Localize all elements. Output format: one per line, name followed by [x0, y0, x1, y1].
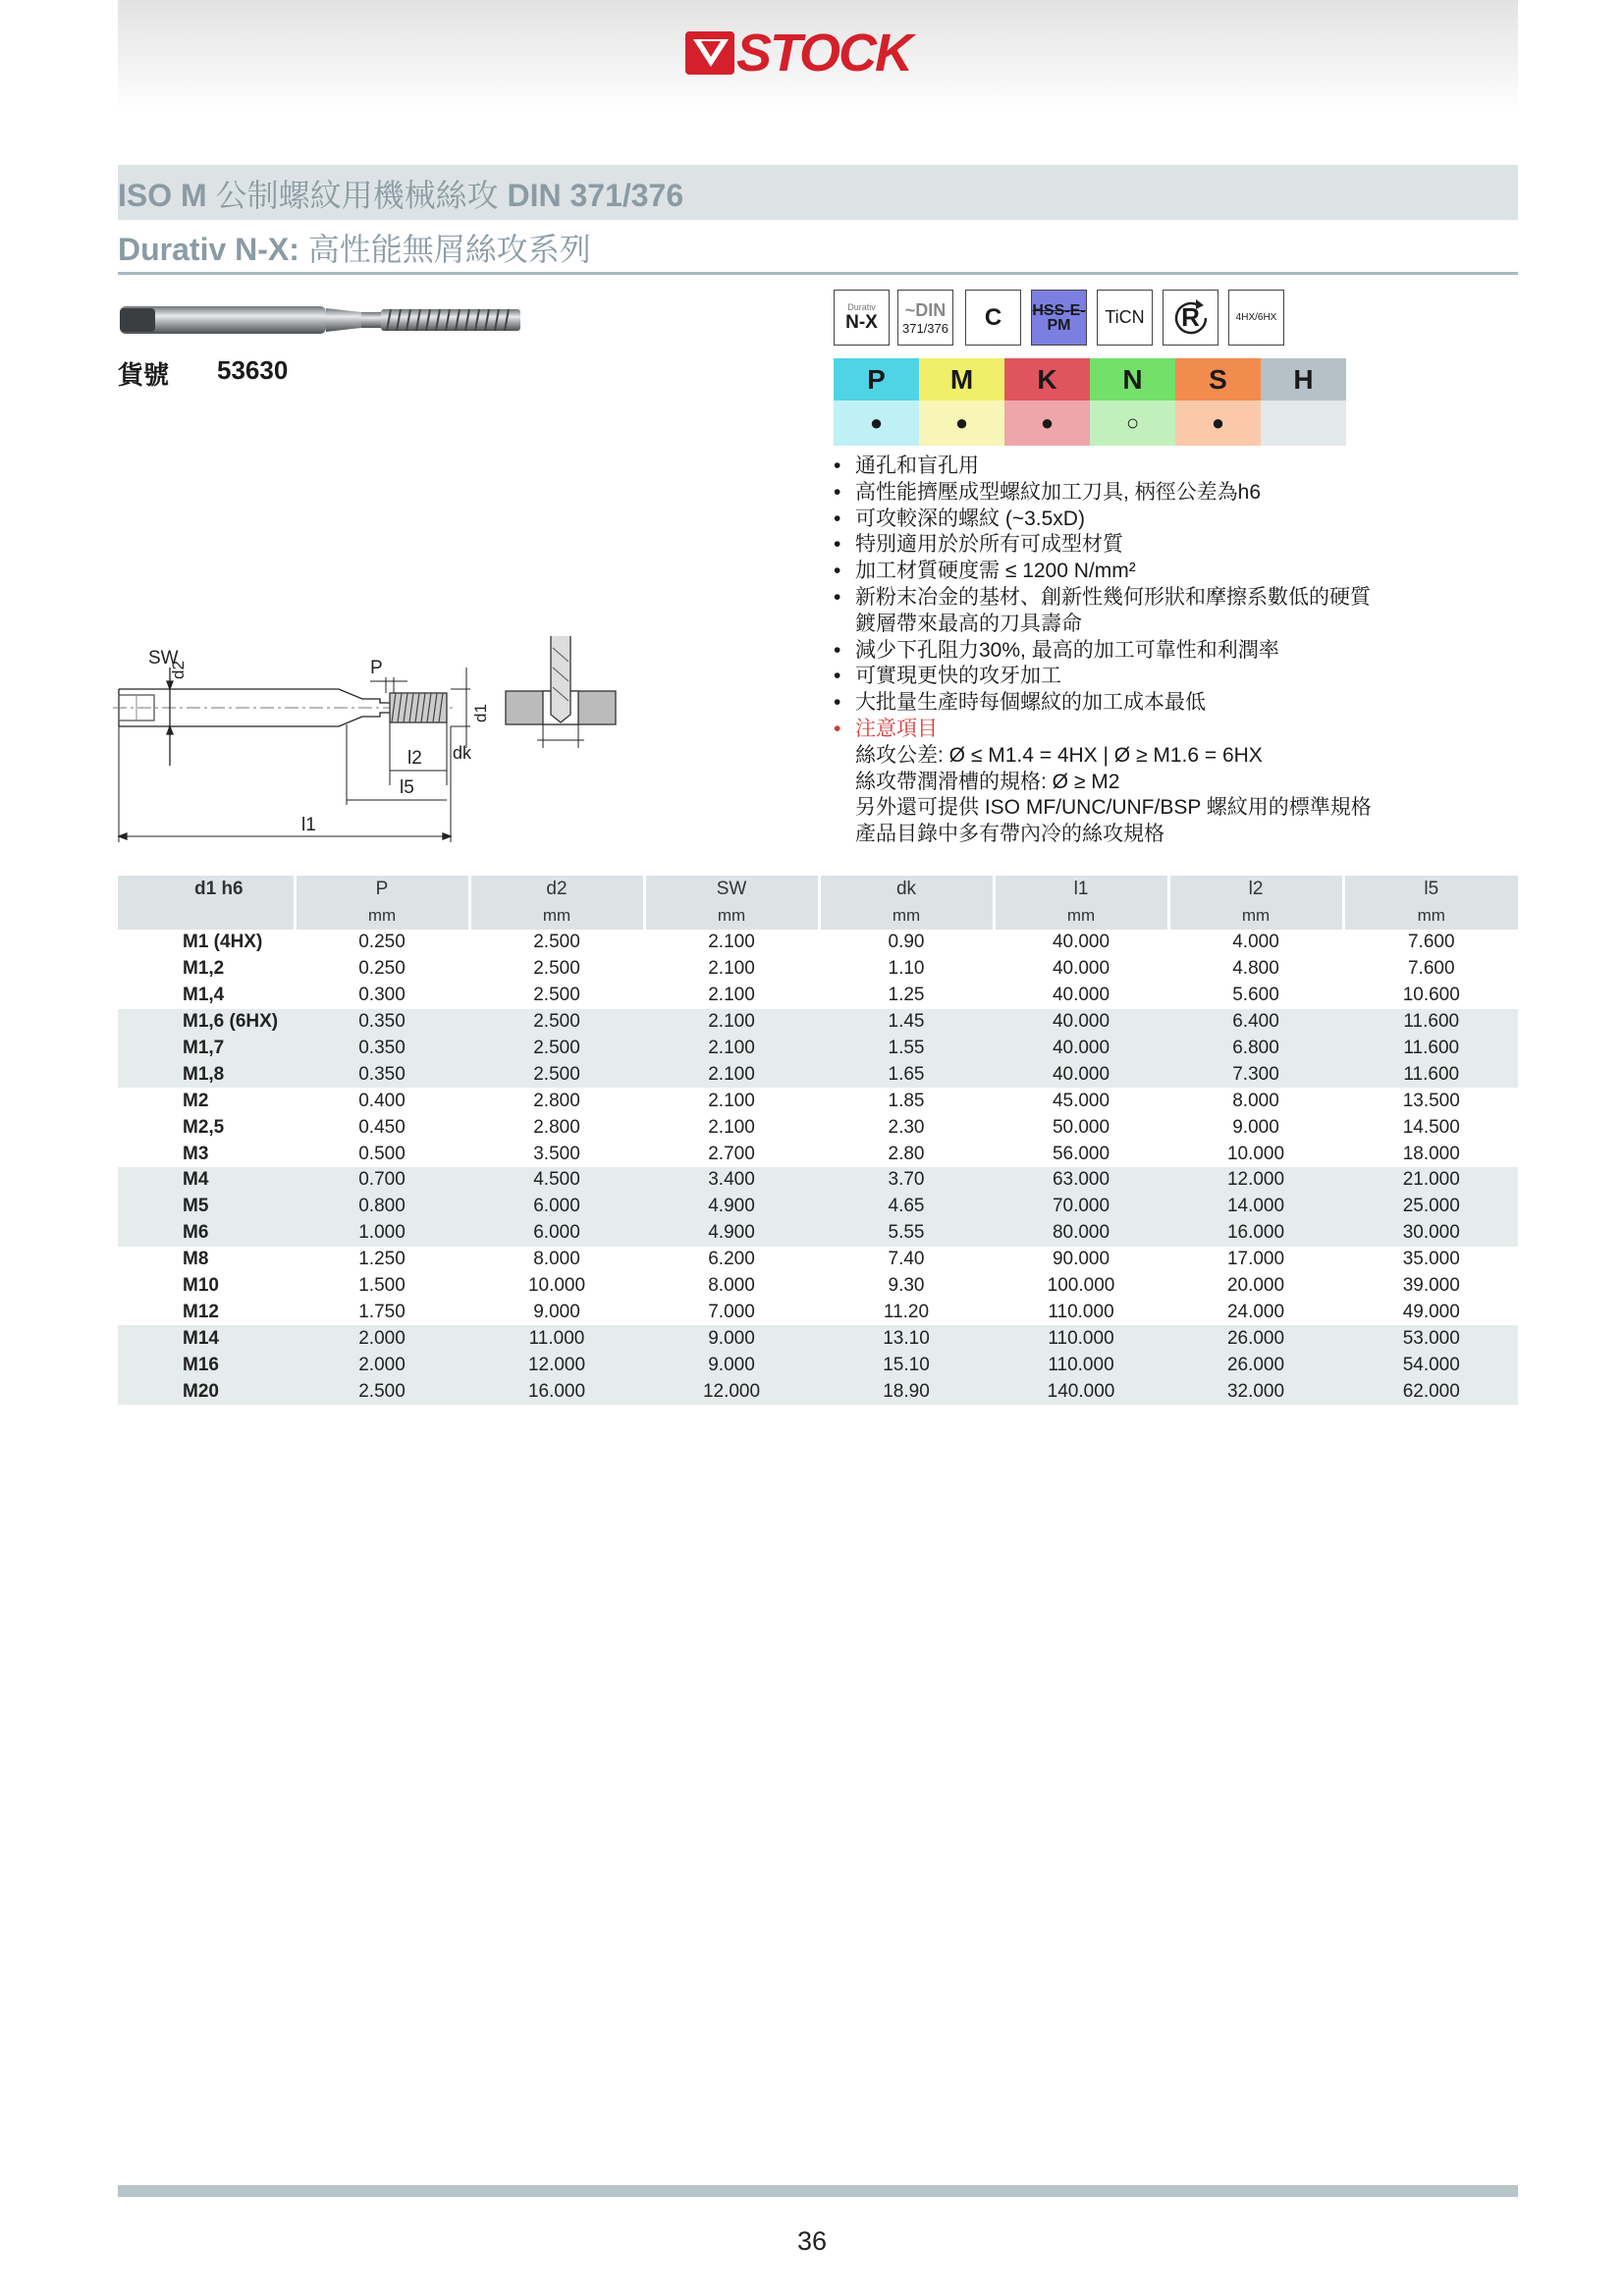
value-cell: 10.000 — [1226, 1143, 1285, 1164]
value-cell: 0.500 — [358, 1143, 406, 1164]
value-cell: 2.100 — [708, 932, 755, 953]
value-cell: 20.000 — [1226, 1275, 1285, 1297]
column-header: d1 h6 — [118, 876, 295, 902]
value-cell: 110.000 — [994, 1352, 1168, 1378]
rotation-text: R — [1181, 302, 1200, 332]
size-cell: M1,2 — [183, 958, 225, 980]
value-cell: 18.000 — [1402, 1143, 1460, 1164]
size-cell: M14 — [118, 1325, 295, 1352]
table-row — [118, 1088, 1518, 1114]
value-cell: 3.400 — [644, 1167, 819, 1194]
title-iso: ISO M — [118, 178, 207, 213]
feature-item: • 特別適用於於所有可成型材質 — [834, 532, 1521, 559]
value-cell: 40.000 — [994, 1061, 1168, 1088]
tap-dimension-diagram — [113, 628, 702, 849]
column-header: l5 — [1343, 876, 1518, 902]
title-din: DIN 371/376 — [507, 178, 684, 213]
size-cell: M20 — [118, 1378, 295, 1405]
size-cell: M5 — [118, 1194, 295, 1220]
value-cell: 2.100 — [708, 985, 755, 1006]
din-bottom-text: 371/376 — [902, 320, 948, 336]
column-unit: mm — [469, 902, 644, 930]
value-cell: 9.000 — [644, 1325, 819, 1352]
value-cell: 2.800 — [533, 1090, 580, 1111]
value-cell: 2.100 — [644, 1009, 819, 1036]
footer-divider — [118, 2185, 1518, 2197]
material-code-s: S — [1175, 358, 1261, 400]
size-cell: M3 — [183, 1143, 209, 1164]
value-cell: 4.500 — [469, 1167, 644, 1194]
value-cell: 4.900 — [644, 1194, 819, 1220]
value-cell: 53.000 — [1343, 1325, 1518, 1352]
value-cell: 7.600 — [1407, 958, 1455, 980]
material-mark-m: ● — [919, 400, 1004, 446]
value-cell: 3.500 — [533, 1143, 580, 1164]
material-code-m: M — [919, 358, 1004, 400]
value-cell: 2.30 — [888, 1116, 925, 1138]
hss-top-text: HSS-E- — [1032, 301, 1086, 319]
ticn-icon — [1097, 290, 1153, 346]
value-cell: 0.450 — [358, 1116, 406, 1138]
value-cell: 0.250 — [358, 958, 406, 980]
tap-product-image — [116, 300, 528, 340]
subtitle-desc: 高性能無屑絲攻系列 — [307, 232, 591, 267]
ticn-text: TiCN — [1105, 307, 1145, 327]
value-cell: 11.600 — [1343, 1061, 1518, 1088]
value-cell: 11.20 — [883, 1301, 930, 1322]
value-cell: 2.800 — [533, 1116, 580, 1138]
value-cell: 0.350 — [295, 1036, 469, 1062]
table-row — [118, 1194, 1518, 1220]
feature-item: • 通孔和盲孔用 — [834, 454, 1521, 480]
value-cell: 26.000 — [1168, 1352, 1343, 1378]
title-desc: 公制螺紋用機械絲攻 — [215, 178, 499, 213]
value-cell: 15.10 — [819, 1352, 994, 1378]
value-cell: 32.000 — [1168, 1378, 1343, 1405]
value-cell: 6.000 — [469, 1220, 644, 1247]
value-cell: 4.800 — [1232, 958, 1279, 980]
value-cell: 40.000 — [994, 1009, 1168, 1036]
note-heading: • 注意項目 — [834, 717, 1521, 743]
table-row — [118, 1167, 1518, 1194]
table-row — [118, 1378, 1518, 1405]
table-row — [118, 1273, 1518, 1300]
table-body — [118, 930, 1518, 1405]
value-cell: 0.250 — [358, 932, 406, 953]
feature-item: • 可攻較深的螺紋 (~3.5xD) — [834, 507, 1521, 533]
value-cell: 6.400 — [1168, 1009, 1343, 1036]
size-cell: M2,5 — [183, 1116, 225, 1138]
value-cell: 10.000 — [527, 1275, 586, 1297]
value-cell: 1.55 — [819, 1036, 994, 1062]
value-cell: 70.000 — [994, 1194, 1168, 1220]
size-cell: M16 — [118, 1352, 295, 1378]
column-unit: mm — [295, 902, 469, 930]
value-cell: 6.000 — [469, 1194, 644, 1220]
durativ-big-text: N-X — [845, 311, 878, 333]
diagram-label-dk: dk — [453, 743, 472, 763]
value-cell: 2.100 — [644, 1061, 819, 1088]
value-cell: 2.000 — [295, 1325, 469, 1352]
material-mark-k: ● — [1004, 400, 1090, 446]
value-cell: 1.45 — [819, 1009, 994, 1036]
durativ-small-text: Durativ — [847, 301, 876, 312]
value-cell: 17.000 — [1226, 1249, 1285, 1270]
value-cell: 2.500 — [469, 1061, 644, 1088]
value-cell: 35.000 — [1402, 1249, 1460, 1270]
value-cell: 12.000 — [644, 1378, 819, 1405]
table-row — [118, 1036, 1518, 1062]
size-cell: M4 — [118, 1167, 295, 1194]
feature-item-line1: • 新粉末冶金的基材、創新性幾何形狀和摩擦系數低的硬質 — [855, 585, 1371, 609]
page-subtitle — [118, 225, 591, 270]
value-cell: 1.25 — [888, 985, 925, 1006]
logo-text: STOCK — [736, 24, 912, 82]
value-cell: 1.250 — [358, 1249, 406, 1270]
diagram-label-l2: l2 — [407, 748, 422, 769]
column-unit: mm — [819, 902, 994, 930]
value-cell: 8.000 — [708, 1275, 755, 1297]
value-cell: 11.600 — [1343, 1036, 1518, 1062]
feature-item: • 可實現更快的攻牙加工 — [834, 664, 1521, 690]
value-cell: 9.000 — [644, 1352, 819, 1378]
size-cell: M10 — [183, 1275, 219, 1297]
value-cell: 2.100 — [644, 1036, 819, 1062]
feature-item: • 加工材質硬度需 ≤ 1200 N/mm² — [834, 559, 1521, 585]
column-unit: mm — [644, 902, 819, 930]
din-top-text: ~DIN — [904, 299, 947, 320]
column-unit: mm — [1168, 902, 1343, 930]
value-cell: 2.100 — [708, 1090, 755, 1111]
value-cell: 62.000 — [1343, 1378, 1518, 1405]
column-header: SW — [644, 876, 819, 902]
value-cell: 3.70 — [819, 1167, 994, 1194]
material-mark-p: ● — [834, 400, 919, 446]
article-number: 53630 — [217, 355, 289, 385]
subtitle-series: Durativ N-X: — [118, 232, 299, 267]
size-cell: M1,8 — [118, 1061, 295, 1088]
value-cell: 50.000 — [1052, 1116, 1110, 1138]
feature-item: • 高性能擠壓成型螺紋加工刀具, 柄徑公差為h6 — [834, 480, 1521, 507]
durativ-nx-icon — [834, 290, 890, 346]
value-cell: 49.000 — [1402, 1301, 1460, 1322]
value-cell: 8.000 — [1232, 1090, 1279, 1111]
size-cell: M1,6 (6HX) — [118, 1009, 295, 1036]
note-item: 絲攻帶潤滑槽的規格: Ø ≥ M2 — [855, 770, 1120, 793]
feature-item: • 大批量生產時每個螺紋的加工成本最低 — [834, 690, 1521, 717]
diagram-label-d1: d1 — [471, 704, 490, 722]
table-row — [118, 1247, 1518, 1273]
column-unit: mm — [994, 902, 1168, 930]
value-cell: 1.500 — [358, 1275, 406, 1297]
diagram-label-l1: l1 — [301, 815, 316, 835]
feature-item: • 減少下孔阻力30%, 最高的加工可靠性和利潤率 — [834, 638, 1521, 665]
value-cell: 12.000 — [469, 1352, 644, 1378]
din-icon — [897, 290, 953, 346]
size-cell: M1,7 — [118, 1036, 295, 1062]
column-header: d2 — [469, 876, 644, 902]
table-row — [118, 983, 1518, 1009]
value-cell: 2.80 — [888, 1143, 925, 1164]
table-row — [118, 1352, 1518, 1378]
value-cell: 7.300 — [1168, 1061, 1343, 1088]
value-cell: 6.800 — [1168, 1036, 1343, 1062]
value-cell: 110.000 — [1048, 1301, 1114, 1322]
value-cell: 13.500 — [1402, 1090, 1460, 1111]
value-cell: 2.500 — [469, 1036, 644, 1062]
table-row — [118, 956, 1518, 983]
diagram-label-p: P — [370, 658, 383, 678]
tolerance-text: 4HX/6HX — [1235, 312, 1277, 323]
value-cell: 0.700 — [295, 1167, 469, 1194]
table-row — [118, 1325, 1518, 1352]
size-cell: M2 — [183, 1090, 209, 1111]
value-cell: 10.600 — [1402, 985, 1460, 1006]
hss-e-pm-icon — [1031, 290, 1087, 346]
page-title — [118, 171, 683, 216]
value-cell: 140.000 — [994, 1378, 1168, 1405]
table-row — [118, 1061, 1518, 1088]
feature-item — [834, 585, 1521, 638]
value-cell: 14.000 — [1168, 1194, 1343, 1220]
value-cell: 24.000 — [1226, 1301, 1285, 1322]
size-cell: M1 (4HX) — [183, 932, 263, 953]
chamfer-text: C — [984, 303, 1002, 331]
value-cell: 21.000 — [1343, 1167, 1518, 1194]
value-cell: 7.40 — [888, 1249, 925, 1270]
value-cell: 6.200 — [708, 1249, 755, 1270]
value-cell: 14.500 — [1402, 1116, 1460, 1138]
material-mark-h — [1261, 400, 1346, 446]
value-cell: 90.000 — [1052, 1249, 1110, 1270]
column-header: l2 — [1168, 876, 1343, 902]
value-cell: 16.000 — [1168, 1220, 1343, 1247]
value-cell: 0.800 — [295, 1194, 469, 1220]
value-cell: 80.000 — [994, 1220, 1168, 1247]
value-cell: 4.65 — [819, 1194, 994, 1220]
value-cell: 18.90 — [819, 1378, 994, 1405]
value-cell: 54.000 — [1343, 1352, 1518, 1378]
value-cell: 30.000 — [1343, 1220, 1518, 1247]
note-item: 另外還可提供 ISO MF/UNC/UNF/BSP 螺紋用的標準規格 — [855, 796, 1372, 820]
table-row — [118, 1114, 1518, 1141]
value-cell: 110.000 — [994, 1325, 1168, 1352]
value-cell: 13.10 — [819, 1325, 994, 1352]
diagram-label-l5: l5 — [400, 777, 414, 798]
value-cell: 2.000 — [295, 1352, 469, 1378]
dimensions-table — [118, 876, 1518, 1405]
size-cell: M8 — [183, 1249, 209, 1270]
material-code-k: K — [1004, 358, 1090, 400]
value-cell: 0.350 — [295, 1009, 469, 1036]
chamfer-c-icon — [965, 290, 1021, 346]
value-cell: 1.000 — [295, 1220, 469, 1247]
diagram-label-sw: SW — [148, 648, 179, 668]
value-cell: 0.90 — [888, 932, 925, 953]
value-cell: 2.500 — [295, 1378, 469, 1405]
material-mark-s: ● — [1175, 400, 1261, 446]
stock-logo-icon — [685, 27, 736, 79]
size-cell: M6 — [118, 1220, 295, 1247]
note-item: 絲攻公差: Ø ≤ M1.4 = 4HX | Ø ≥ M1.6 = 6HX — [855, 743, 1263, 767]
value-cell: 26.000 — [1168, 1325, 1343, 1352]
value-cell: 0.350 — [295, 1061, 469, 1088]
feature-item-line2: 鍍層帶來最高的刀具壽命 — [855, 612, 1082, 635]
value-cell: 2.500 — [533, 985, 580, 1006]
value-cell: 40.000 — [994, 1036, 1168, 1062]
value-cell: 0.300 — [358, 985, 406, 1006]
column-unit: mm — [1343, 902, 1518, 930]
value-cell: 2.500 — [469, 1009, 644, 1036]
value-cell: 40.000 — [1052, 932, 1110, 953]
value-cell: 63.000 — [994, 1167, 1168, 1194]
material-code-p: P — [834, 358, 919, 400]
value-cell: 100.000 — [1047, 1275, 1115, 1297]
table-row — [118, 1141, 1518, 1167]
table-row — [118, 1009, 1518, 1036]
article-label: 貨號 — [118, 360, 170, 390]
value-cell: 7.600 — [1407, 932, 1455, 953]
value-cell: 7.000 — [708, 1301, 755, 1322]
value-cell: 9.30 — [888, 1275, 925, 1297]
value-cell: 1.85 — [888, 1090, 925, 1111]
value-cell: 4.000 — [1232, 932, 1279, 953]
value-cell: 4.900 — [644, 1220, 819, 1247]
table-row — [118, 1220, 1518, 1247]
feature-list — [834, 454, 1521, 848]
table-unit-row — [118, 902, 1518, 930]
column-header: l1 — [994, 876, 1168, 902]
material-code-n: N — [1090, 358, 1175, 400]
value-cell: 39.000 — [1402, 1275, 1460, 1297]
value-cell: 2.500 — [533, 932, 580, 953]
value-cell: 12.000 — [1168, 1167, 1343, 1194]
value-cell: 8.000 — [533, 1249, 580, 1270]
value-cell: 40.000 — [1052, 985, 1110, 1006]
value-cell: 56.000 — [1052, 1143, 1110, 1164]
value-cell: 2.700 — [708, 1143, 755, 1164]
material-code-h: H — [1261, 358, 1346, 400]
value-cell: 1.750 — [358, 1301, 406, 1322]
value-cell: 1.65 — [819, 1061, 994, 1088]
value-cell: 11.000 — [469, 1325, 644, 1352]
value-cell: 16.000 — [469, 1378, 644, 1405]
hss-bottom-text: PM — [1047, 316, 1071, 334]
tolerance-icon — [1228, 290, 1284, 346]
value-cell: 2.500 — [533, 958, 580, 980]
value-cell: 2.100 — [708, 1116, 755, 1138]
value-cell: 11.600 — [1343, 1009, 1518, 1036]
note-item: 產品目錄中多有帶內冷的絲攻規格 — [855, 823, 1164, 846]
table-row — [118, 1299, 1518, 1325]
value-cell: 45.000 — [1052, 1090, 1110, 1111]
column-header: dk — [819, 876, 994, 902]
value-cell: 25.000 — [1343, 1194, 1518, 1220]
diagram-label-d2: d2 — [169, 661, 188, 679]
column-header: P — [295, 876, 469, 902]
material-mark-n: ○ — [1090, 400, 1175, 446]
stock-logo — [685, 26, 936, 80]
page-number: 36 — [796, 2226, 828, 2256]
column-unit — [118, 902, 295, 930]
size-cell: M12 — [183, 1301, 219, 1322]
value-cell: 2.100 — [708, 958, 755, 980]
value-cell: 1.10 — [888, 958, 925, 980]
table-row — [118, 930, 1518, 956]
value-cell: 5.55 — [819, 1220, 994, 1247]
title-divider — [118, 272, 1518, 275]
value-cell: 9.000 — [1232, 1116, 1279, 1138]
value-cell: 0.400 — [358, 1090, 406, 1111]
value-cell: 5.600 — [1232, 985, 1279, 1006]
value-cell: 9.000 — [533, 1301, 580, 1322]
rotation-r-icon — [1163, 290, 1218, 346]
value-cell: 40.000 — [1052, 958, 1110, 980]
table-header-row — [118, 876, 1518, 902]
size-cell: M1,4 — [183, 985, 225, 1006]
